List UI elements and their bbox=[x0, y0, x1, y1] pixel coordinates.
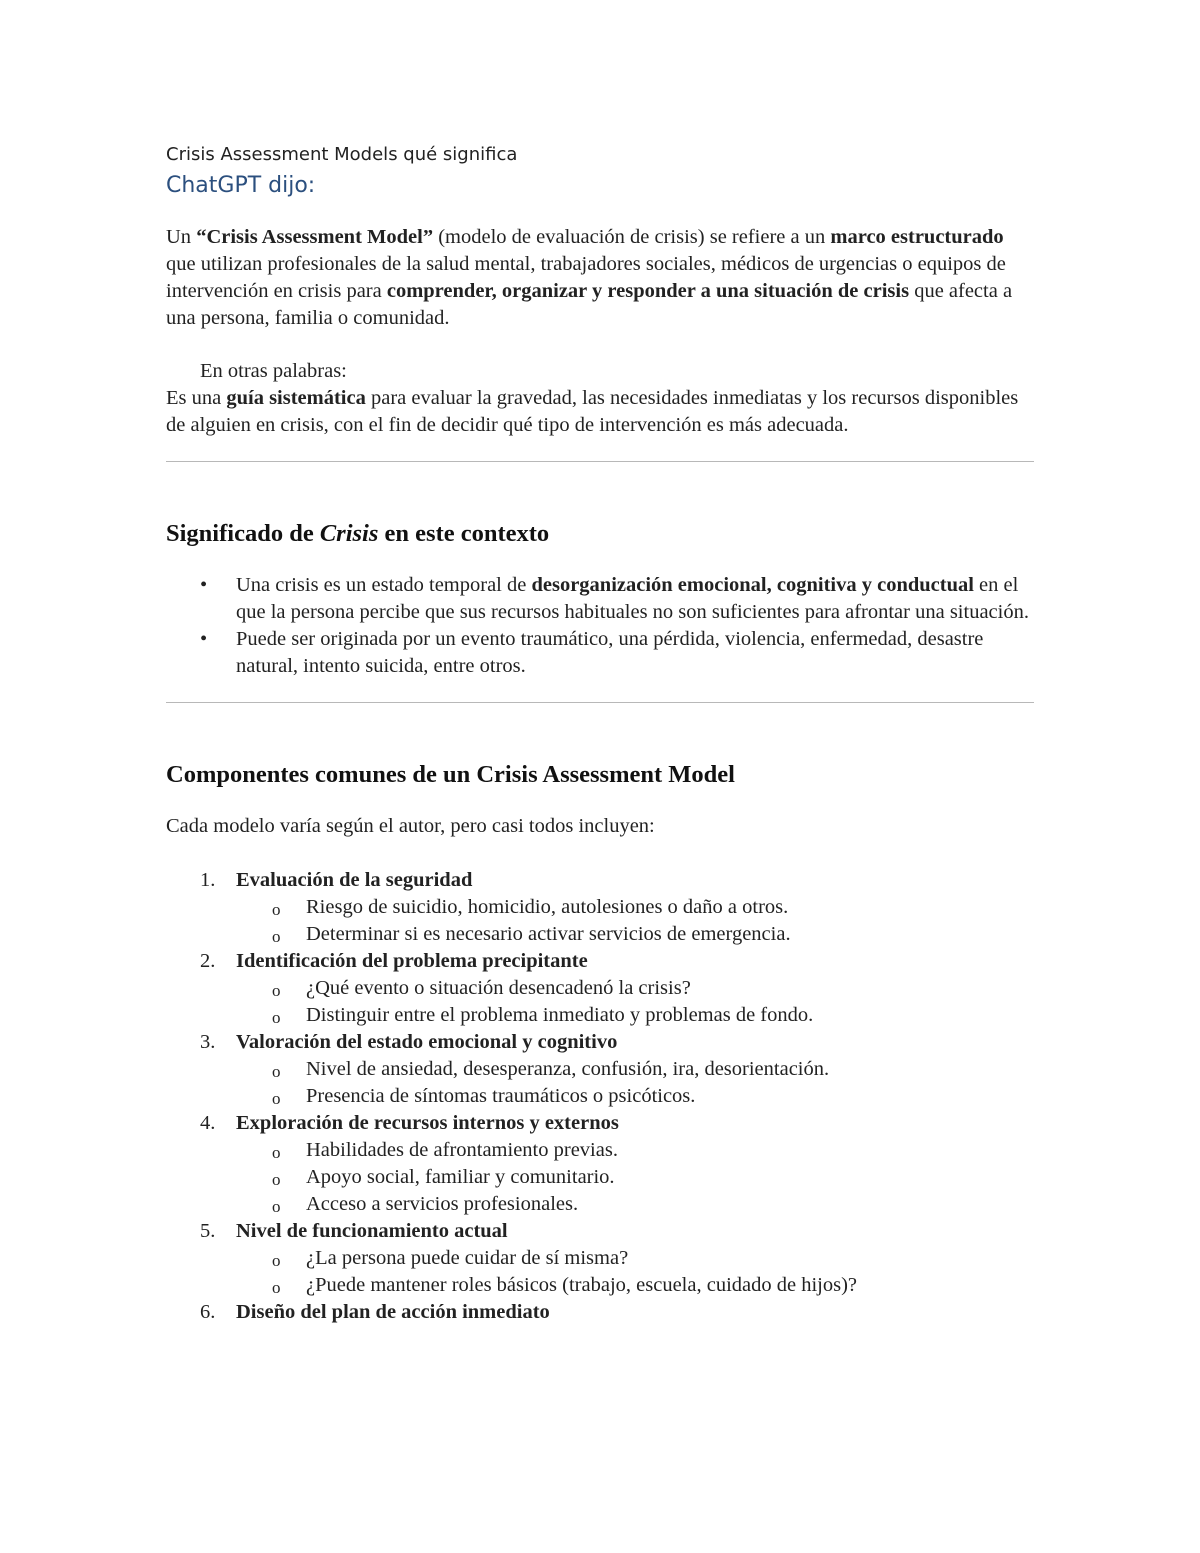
assistant-label: ChatGPT dijo: bbox=[166, 173, 316, 198]
bold-run: guía sistemática bbox=[226, 387, 366, 409]
list-item bbox=[200, 626, 1034, 680]
user-question: Crisis Assessment Models qué significa bbox=[166, 144, 518, 165]
crisis-bullet-list bbox=[166, 572, 1034, 680]
component-sublist bbox=[236, 1056, 1034, 1110]
circle-bullet-icon: o bbox=[272, 927, 281, 946]
section-divider bbox=[166, 461, 1034, 462]
sub-item-text: Riesgo de suicidio, homicidio, autolesiones o daño a otros. bbox=[306, 896, 789, 918]
sub-item-text: ¿Puede mantener roles básicos (trabajo, escuela, cuidado de hijos)? bbox=[306, 1274, 858, 1296]
component-title: Identificación del problema precipitante bbox=[236, 950, 588, 972]
component-sublist bbox=[236, 1245, 1034, 1299]
component-title: Exploración de recursos internos y externos bbox=[236, 1112, 619, 1134]
bold-run: marco estructurado bbox=[830, 226, 1004, 248]
list-item bbox=[200, 572, 1034, 626]
circle-bullet-icon: o bbox=[272, 1089, 281, 1108]
intro-paragraph bbox=[166, 224, 1034, 332]
text-run: (modelo de evaluación de crisis) se refiere a un bbox=[433, 226, 831, 248]
heading-run: en este contexto bbox=[378, 520, 550, 547]
circle-bullet-icon: o bbox=[272, 1251, 281, 1270]
document-content bbox=[166, 142, 1034, 1326]
bullet-icon: • bbox=[200, 628, 208, 650]
component-title: Evaluación de la seguridad bbox=[236, 869, 473, 891]
component-item bbox=[200, 948, 1034, 1029]
bold-run: “Crisis Assessment Model” bbox=[196, 226, 434, 248]
text-run: Es una bbox=[166, 387, 227, 409]
text-run: Un bbox=[166, 226, 197, 248]
component-title: Diseño del plan de acción inmediato bbox=[236, 1301, 550, 1323]
sub-list-item bbox=[272, 1002, 1034, 1029]
circle-bullet-icon: o bbox=[272, 900, 281, 919]
sub-list-item bbox=[272, 1191, 1034, 1218]
circle-bullet-icon: o bbox=[272, 1278, 281, 1297]
item-number: 4. bbox=[200, 1112, 216, 1134]
bullet-icon: • bbox=[200, 574, 208, 596]
sub-item-text: Presencia de síntomas traumáticos o psicóticos. bbox=[306, 1085, 696, 1107]
sub-list-item bbox=[272, 1272, 1034, 1299]
sub-list-item bbox=[272, 1137, 1034, 1164]
components-list bbox=[166, 867, 1034, 1326]
sub-item-text: ¿Qué evento o situación desencadenó la crisis? bbox=[306, 977, 691, 999]
component-sublist bbox=[236, 1137, 1034, 1218]
heading-italic-run: Crisis bbox=[319, 520, 379, 547]
section-heading-components: Componentes comunes de un Crisis Assessment Model bbox=[166, 761, 735, 788]
text-run: Una crisis es un estado temporal de bbox=[236, 574, 532, 596]
circle-bullet-icon: o bbox=[272, 1143, 281, 1162]
bold-run: desorganización emocional, cognitiva y conductual bbox=[531, 574, 974, 596]
sub-item-text: ¿La persona puede cuidar de sí misma? bbox=[306, 1247, 629, 1269]
text-run: que utilizan profesionales de la salud mental, trabajadores sociales, médicos de urgencias o equipos de intervención en crisis para bbox=[166, 253, 1006, 302]
item-number: 5. bbox=[200, 1220, 216, 1242]
circle-bullet-icon: o bbox=[272, 1062, 281, 1081]
component-title: Valoración del estado emocional y cognitivo bbox=[236, 1031, 618, 1053]
summary-paragraph bbox=[166, 385, 1034, 439]
component-item bbox=[200, 1299, 1034, 1326]
circle-bullet-icon: o bbox=[272, 1008, 281, 1027]
sub-item-text: Apoyo social, familiar y comunitario. bbox=[306, 1166, 615, 1188]
item-number: 1. bbox=[200, 869, 216, 891]
circle-bullet-icon: o bbox=[272, 1197, 281, 1216]
component-sublist bbox=[236, 894, 1034, 948]
section-divider bbox=[166, 702, 1034, 703]
sub-list-item bbox=[272, 1083, 1034, 1110]
sub-item-text: Acceso a servicios profesionales. bbox=[306, 1193, 579, 1215]
summary-lead: En otras palabras: bbox=[200, 360, 347, 382]
text-run: Puede ser originada por un evento traumático, una pérdida, violencia, enfermedad, desastre natural, intento suicida, entre otros. bbox=[236, 628, 984, 677]
component-item bbox=[200, 1110, 1034, 1218]
item-number: 2. bbox=[200, 950, 216, 972]
circle-bullet-icon: o bbox=[272, 1170, 281, 1189]
component-item bbox=[200, 1029, 1034, 1110]
section-heading-crisis bbox=[166, 518, 1034, 550]
component-sublist bbox=[236, 975, 1034, 1029]
component-item bbox=[200, 867, 1034, 948]
components-lead: Cada modelo varía según el autor, pero casi todos incluyen: bbox=[166, 815, 655, 837]
sub-item-text: Distinguir entre el problema inmediato y problemas de fondo. bbox=[306, 1004, 814, 1026]
bold-run: comprender, organizar y responder a una situación de crisis bbox=[386, 280, 910, 302]
sub-list-item bbox=[272, 1164, 1034, 1191]
sub-list-item bbox=[272, 975, 1034, 1002]
text-run: para evaluar la gravedad, las necesidades inmediatas y los recursos disponibles de alguien en crisis, con el fin de decidir qué tipo de intervención es más adecuada. bbox=[166, 387, 1019, 436]
sub-item-text: Determinar si es necesario activar servicios de emergencia. bbox=[306, 923, 791, 945]
component-title: Nivel de funcionamiento actual bbox=[236, 1220, 508, 1242]
sub-item-text: Nivel de ansiedad, desesperanza, confusión, ira, desorientación. bbox=[306, 1058, 830, 1080]
sub-list-item bbox=[272, 1245, 1034, 1272]
text-run: que afecta a una persona, familia o comunidad. bbox=[166, 280, 1013, 329]
item-number: 3. bbox=[200, 1031, 216, 1053]
circle-bullet-icon: o bbox=[272, 981, 281, 1000]
text-run: en el que la persona percibe que sus recursos habituales no son suficientes para afrontar una situación. bbox=[236, 574, 1029, 623]
heading-run: Significado de bbox=[166, 520, 320, 547]
sub-list-item bbox=[272, 921, 1034, 948]
sub-list-item bbox=[272, 1056, 1034, 1083]
sub-list-item bbox=[272, 894, 1034, 921]
sub-item-text: Habilidades de afrontamiento previas. bbox=[306, 1139, 618, 1161]
item-number: 6. bbox=[200, 1301, 216, 1323]
component-item bbox=[200, 1218, 1034, 1299]
